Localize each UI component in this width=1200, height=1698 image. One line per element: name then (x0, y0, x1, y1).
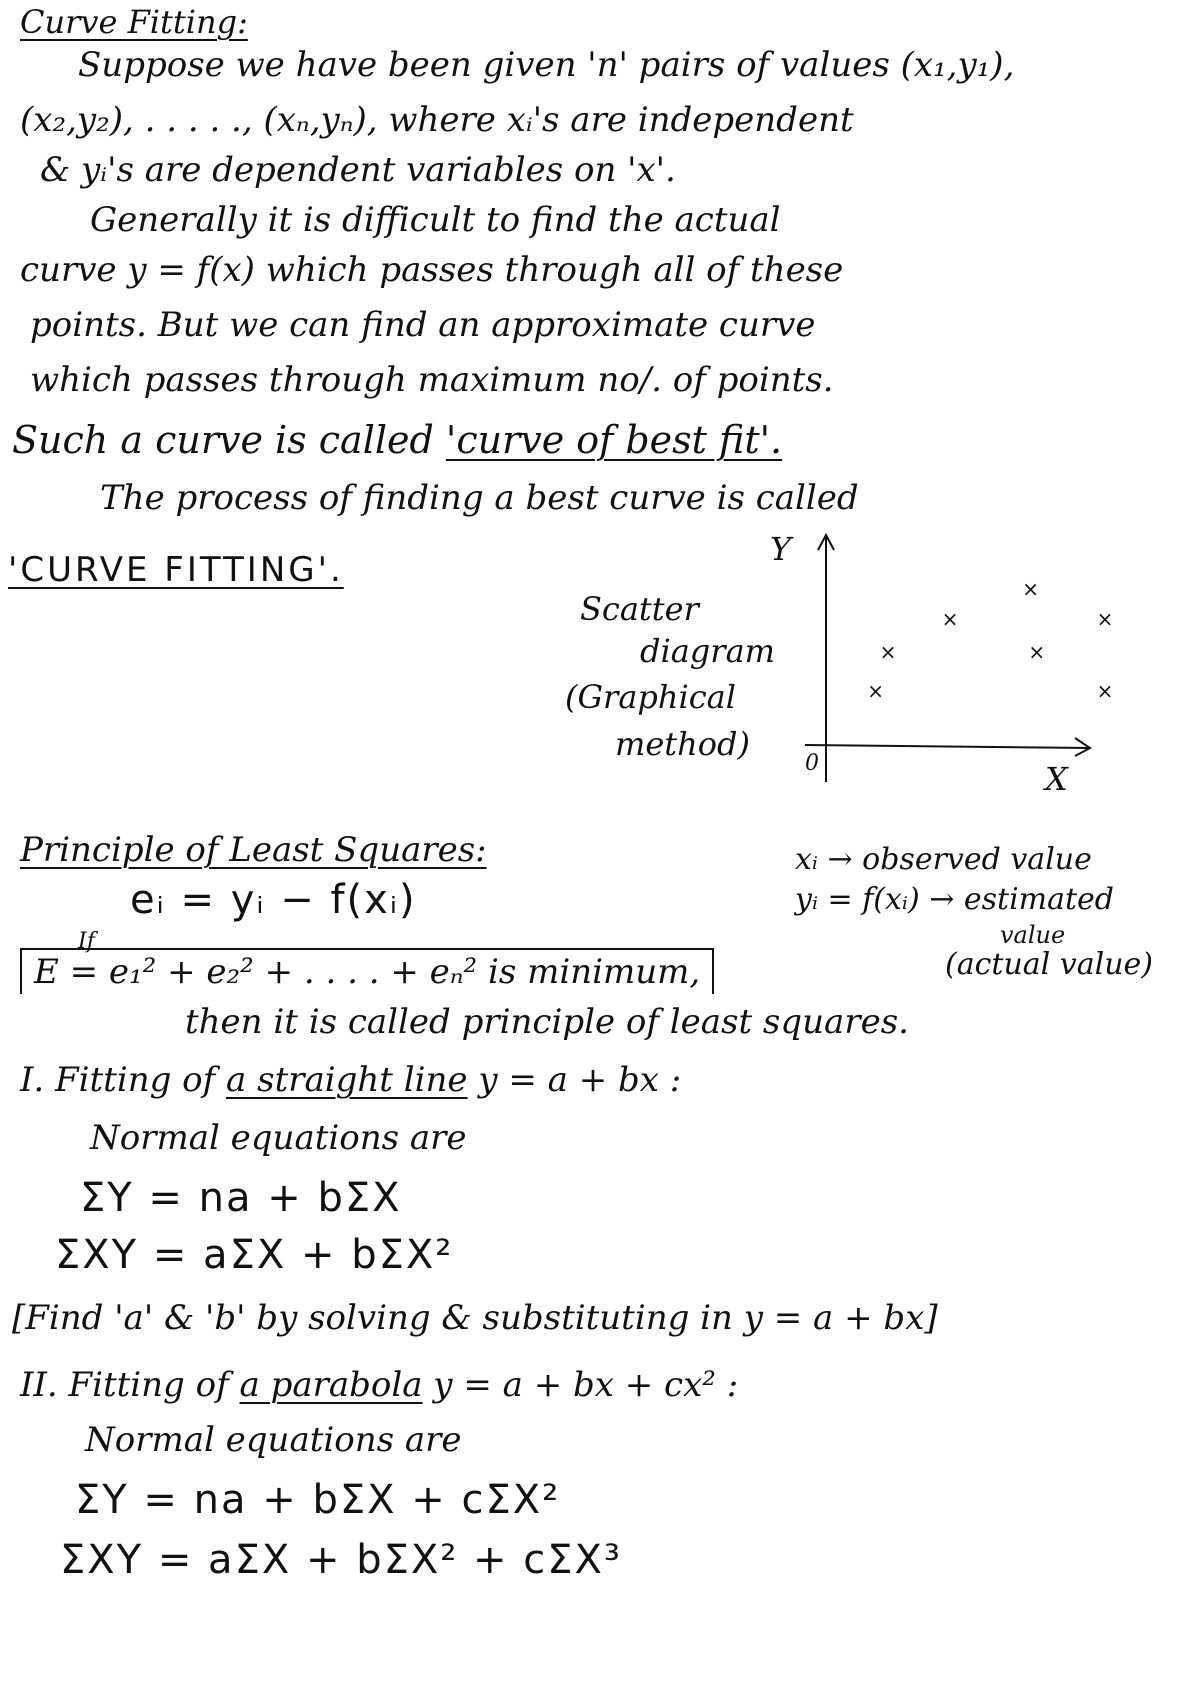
curve-fitting-term: 'CURVE FITTING'. (8, 550, 344, 590)
parabola-fit-heading (20, 1365, 738, 1405)
scatter-point: × (879, 640, 897, 664)
parabola-fit-eq1: ΣY = na + bΣX + cΣX² (75, 1477, 561, 1523)
line-fit-note: [Find 'a' & 'b' by solving & substituting in y = a + bx] (12, 1298, 938, 1338)
intro-line-2: (x₂,y₂), . . . . ., (xₙ,yₙ), where xᵢ's are independent (20, 100, 854, 140)
line-fit-eq2: ΣXY = aΣX + bΣX² (55, 1232, 454, 1278)
sum-of-squares-condition: E = e₁² + e₂² + . . . . + eₙ² is minimum, (20, 948, 714, 994)
scatter-point: × (1096, 607, 1114, 631)
intro-line-1: Suppose we have been given 'n' pairs of values (x₁,y₁), (78, 45, 1015, 85)
intro-line-5: curve y = f(x) which passes through all of these (20, 250, 844, 290)
scatter-caption-1: Scatter (580, 590, 699, 628)
if-label: If (78, 929, 95, 954)
best-fit-prefix: Such a curve is called (12, 418, 446, 462)
line-fit-heading (20, 1060, 681, 1100)
scatter-point: × (867, 679, 884, 703)
line-fit-heading-term: a straight line (226, 1060, 468, 1100)
intro-line-3: & yᵢ's are dependent variables on 'x'. (40, 150, 676, 190)
scatter-caption-3: (Graphical (565, 678, 736, 716)
least-squares-heading: Principle of Least Squares: (20, 830, 487, 870)
line-fit-eq1: ΣY = na + bΣX (80, 1175, 402, 1221)
y-axis-label: Y (770, 530, 792, 568)
scatter-caption-4: method) (615, 725, 750, 763)
line-fit-heading-suffix: y = a + bx : (467, 1060, 682, 1100)
actual-value-note: (actual value) (945, 947, 1153, 982)
least-squares-conclusion: then it is called principle of least squares. (185, 1002, 909, 1042)
x-axis-line (805, 745, 1090, 748)
origin-label: 0 (805, 751, 819, 776)
x-axis-label: X (1045, 760, 1068, 798)
value-note: value (1000, 921, 1066, 949)
observed-note: xᵢ → observed value (795, 842, 1092, 877)
parabola-fit-heading-prefix: II. Fitting of (20, 1365, 240, 1405)
scatter-points (867, 577, 1113, 703)
best-fit-line (12, 420, 782, 460)
best-fit-term: 'curve of best fit'. (445, 418, 783, 462)
parabola-fit-heading-term: a parabola (239, 1365, 423, 1405)
parabola-fit-heading-suffix: y = a + bx + cx² : (422, 1365, 739, 1405)
parabola-fit-normal-label: Normal equations are (85, 1420, 462, 1460)
estimated-note: yᵢ = f(xᵢ) → estimated (795, 882, 1115, 917)
scatter-point: × (1096, 679, 1114, 703)
page-title: Curve Fitting: (20, 3, 248, 41)
intro-line-6: points. But we can find an approximate curve (30, 305, 816, 345)
error-equation: eᵢ = yᵢ − f(xᵢ) (130, 877, 417, 923)
line-fit-heading-prefix: I. Fitting of (20, 1060, 227, 1100)
line-fit-normal-label: Normal equations are (90, 1118, 467, 1158)
intro-line-7: which passes through maximum no/. of points. (30, 360, 834, 400)
intro-line-4: Generally it is difficult to find the actual (90, 200, 781, 240)
process-line: The process of finding a best curve is called (100, 478, 859, 518)
scatter-point: × (1028, 640, 1046, 664)
parabola-fit-eq2: ΣXY = aΣX + bΣX² + cΣX³ (60, 1537, 622, 1583)
scatter-point: × (941, 607, 959, 631)
scatter-caption-2: diagram (640, 632, 775, 670)
scatter-point: × (1022, 577, 1039, 601)
